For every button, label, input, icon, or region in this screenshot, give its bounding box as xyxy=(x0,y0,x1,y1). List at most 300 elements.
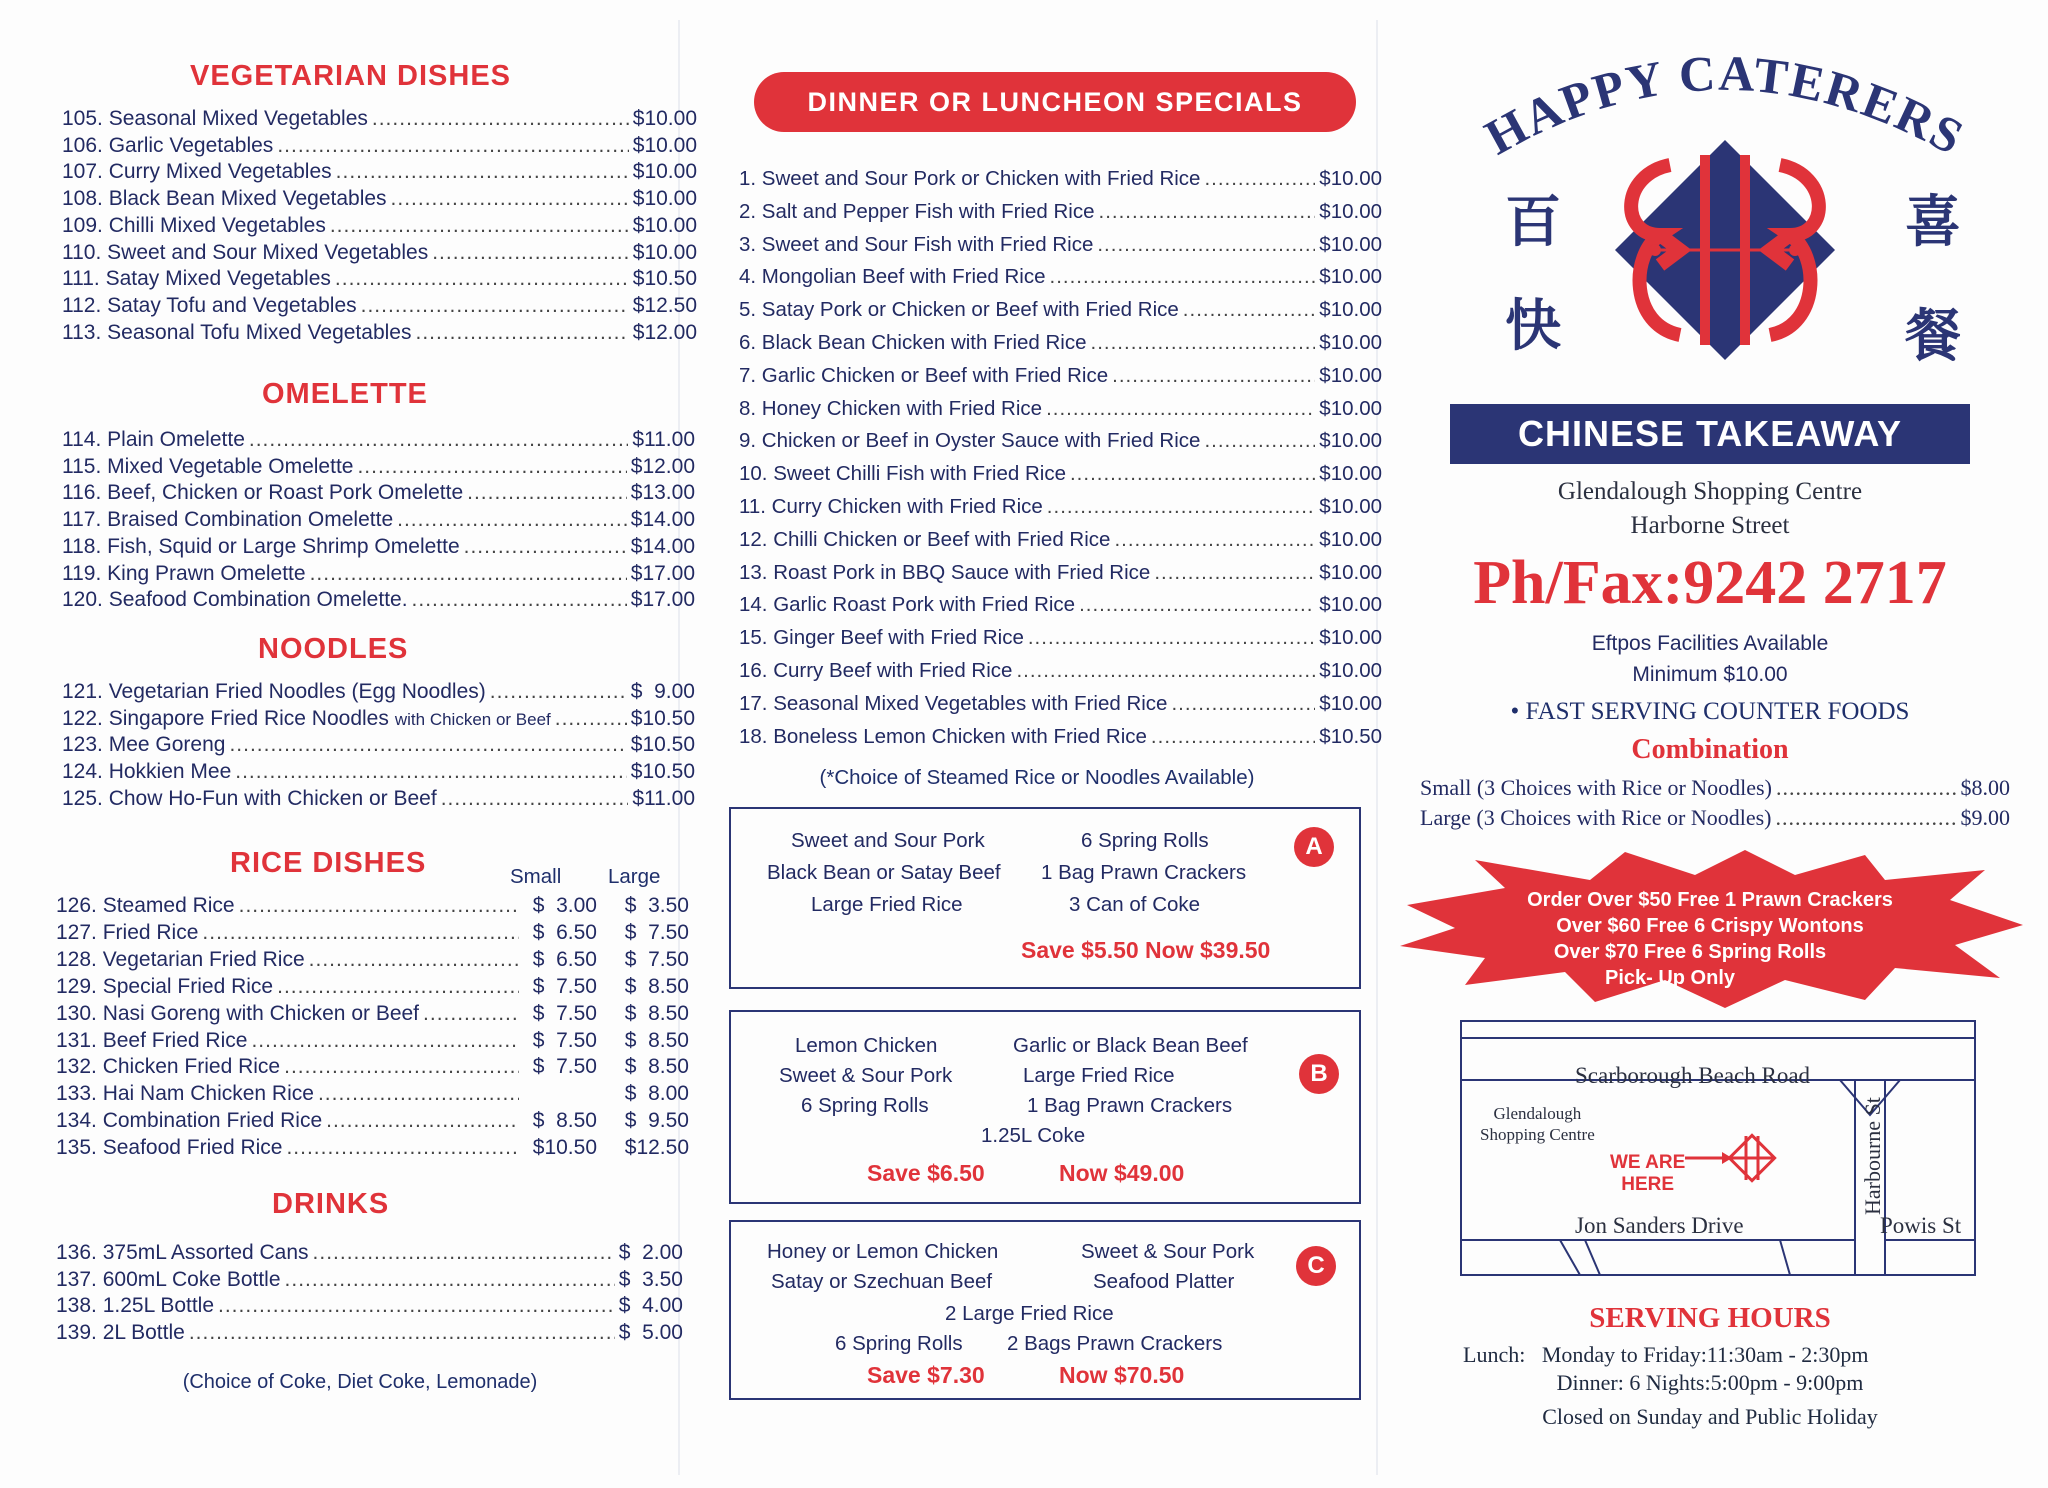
offer-line: Over $60 Free 6 Crispy Wontons xyxy=(1556,915,1864,937)
menu-item xyxy=(56,1055,689,1079)
dot-leader xyxy=(239,894,519,918)
cn-char: 快 xyxy=(1505,296,1561,358)
dot-leader xyxy=(1171,692,1315,716)
item-label: Small (3 Choices with Rice or Noodles) xyxy=(1420,775,1772,800)
minimum-text: Minimum $10.00 xyxy=(1632,663,1788,686)
item-label: 4. Mongolian Beef with Fried Rice xyxy=(739,265,1046,289)
large-price: $ 8.50 xyxy=(624,1055,689,1079)
eftpos-text: Eftpos Facilities Available xyxy=(1591,632,1829,655)
item-label: 111. Satay Mixed Vegetables xyxy=(62,267,331,291)
large-header: Large xyxy=(608,865,661,888)
small-header: Small xyxy=(510,865,562,888)
menu-item xyxy=(739,626,1382,650)
menu-item xyxy=(62,588,695,612)
item-label: 17. Seasonal Mixed Vegetables with Fried Rice xyxy=(739,691,1168,715)
menu-item xyxy=(56,1082,689,1106)
large-price: $ 8.50 xyxy=(624,974,689,998)
item-price: $11.00 xyxy=(632,786,695,810)
menu-item xyxy=(62,562,695,586)
dot-leader xyxy=(1091,331,1316,355)
dot-leader xyxy=(235,760,627,784)
item-price: $10.00 xyxy=(1319,691,1382,715)
map-centre-label: Glendalough Shopping Centre xyxy=(1480,1104,1595,1144)
item-label: 134. Combination Fried Rice xyxy=(56,1109,323,1133)
combo-c-item: Seafood Platter xyxy=(1093,1270,1235,1293)
item-label: 136. 375mL Assorted Cans xyxy=(56,1241,309,1264)
item-price: $14.00 xyxy=(630,534,695,558)
item-price: $10.00 xyxy=(1319,331,1382,354)
item-price: $10.00 xyxy=(1319,232,1382,256)
menu-item xyxy=(62,733,695,757)
menu-item xyxy=(739,298,1382,322)
item-price: $ 2.00 xyxy=(618,1241,683,1264)
dot-leader xyxy=(412,588,627,612)
combo-b-item: Sweet & Sour Pork xyxy=(779,1064,953,1087)
menu-item xyxy=(62,294,697,318)
dot-leader xyxy=(1097,233,1315,257)
map-road-label: Powis St xyxy=(1880,1213,1962,1238)
small-price: $ 7.50 xyxy=(532,974,597,998)
combo-a-item: Large Fried Rice xyxy=(811,893,963,916)
dot-leader xyxy=(1183,298,1316,322)
menu-item xyxy=(739,692,1382,716)
dot-leader xyxy=(330,214,629,238)
combo-a-item: Sweet and Sour Pork xyxy=(791,829,985,852)
menu-item xyxy=(739,725,1382,749)
offer-line: Order Over $50 Free 1 Prawn Crackers xyxy=(1527,889,1893,911)
item-label: 11. Curry Chicken with Fried Rice xyxy=(739,495,1043,518)
menu-item xyxy=(739,462,1382,486)
menu-item xyxy=(739,397,1382,421)
item-label: 121. Vegetarian Fried Noodles (Egg Noodles) xyxy=(62,680,486,703)
menu-item xyxy=(62,241,697,265)
menu-item xyxy=(56,1136,689,1160)
item-price: $10.00 xyxy=(1319,560,1382,584)
item-label: 139. 2L Bottle xyxy=(56,1321,185,1345)
item-label: 118. Fish, Squid or Large Shrimp Omelette xyxy=(62,534,460,558)
rice-title: RICE DISHES xyxy=(230,847,427,879)
small-price: $ 6.50 xyxy=(532,947,597,971)
dot-leader xyxy=(415,321,628,345)
dot-leader xyxy=(1151,725,1315,749)
combo-a-item: Black Bean or Satay Beef xyxy=(767,861,1001,884)
item-price: $10.00 xyxy=(1319,429,1382,453)
item-price: $17.00 xyxy=(630,588,695,612)
item-price: $8.00 xyxy=(1960,775,2010,800)
menu-item xyxy=(62,455,695,479)
takeaway-banner: CHINESE TAKEAWAY xyxy=(1450,404,1970,464)
dot-leader xyxy=(189,1321,615,1345)
item-price: $ 3.50 xyxy=(618,1267,683,1291)
hours-dinner: Dinner: 6 Nights:5:00pm - 9:00pm xyxy=(1556,1370,1864,1395)
item-price: $10.00 xyxy=(1319,593,1382,617)
cn-char: 喜 xyxy=(1905,192,1961,254)
item-label: 5. Satay Pork or Chicken or Beef with Fried Rice xyxy=(739,298,1179,322)
item-price: $14.00 xyxy=(630,508,695,532)
item-price: $10.50 xyxy=(1319,724,1382,748)
combo-b-item: Lemon Chicken xyxy=(795,1034,938,1057)
item-label: 132. Chicken Fried Rice xyxy=(56,1055,281,1079)
small-price: $ 6.50 xyxy=(532,920,597,944)
menu-item xyxy=(56,1002,689,1026)
item-label: 108. Black Bean Mixed Vegetables xyxy=(62,187,387,211)
item-label: 123. Mee Goreng xyxy=(62,733,226,757)
dot-leader xyxy=(467,481,627,505)
combo-a-item: 1 Bag Prawn Crackers xyxy=(1041,861,1247,884)
dot-leader xyxy=(441,787,629,811)
large-price: $ 9.50 xyxy=(624,1109,689,1133)
menu-item xyxy=(62,787,695,811)
menu-item xyxy=(62,107,697,131)
item-price: $ 5.00 xyxy=(618,1321,683,1345)
item-label: 124. Hokkien Mee xyxy=(62,760,232,784)
item-label: 130. Nasi Goreng with Chicken or Beef xyxy=(56,1001,420,1025)
item-label: 117. Braised Combination Omelette xyxy=(62,508,394,532)
cn-char: 餐 xyxy=(1905,306,1961,368)
address-line-1: Glendalough Shopping Centre xyxy=(1557,478,1863,505)
menu-item xyxy=(62,160,697,184)
combo-c-save: Save $7.30 xyxy=(867,1362,985,1388)
small-price: $ 8.50 xyxy=(532,1109,597,1133)
menu-item xyxy=(1420,775,2010,801)
noodles-title: NOODLES xyxy=(258,633,409,665)
item-price: $10.00 xyxy=(1319,659,1382,682)
menu-item xyxy=(1420,805,2010,831)
map-road-label: Jon Sanders Drive xyxy=(1575,1213,1744,1238)
dot-leader xyxy=(555,707,627,731)
item-price: $10.00 xyxy=(1319,298,1382,322)
large-price: $ 7.50 xyxy=(624,920,689,944)
menu-item xyxy=(62,680,695,704)
small-price: $ 7.50 xyxy=(532,1028,597,1052)
item-label: 113. Seasonal Tofu Mixed Vegetables xyxy=(62,320,412,344)
combo-c-badge: C xyxy=(1296,1246,1336,1286)
combo-b-item: Large Fried Rice xyxy=(1023,1064,1175,1087)
phone-number: Ph/Fax:9242 2717 xyxy=(1473,549,1947,617)
combo-b-item: 1 Bag Prawn Crackers xyxy=(1027,1094,1233,1117)
item-label: 126. Steamed Rice xyxy=(56,894,235,917)
menu-item xyxy=(739,429,1382,453)
item-label: 119. King Prawn Omelette xyxy=(62,561,306,585)
dot-leader xyxy=(326,1109,519,1133)
large-price: $ 7.50 xyxy=(624,947,689,971)
dot-leader xyxy=(1776,805,1957,831)
combo-a-box xyxy=(729,807,1361,989)
menu-item xyxy=(739,167,1382,191)
item-label: 137. 600mL Coke Bottle xyxy=(56,1267,281,1291)
menu-item xyxy=(56,894,689,918)
item-price: $10.00 xyxy=(1319,527,1382,551)
dot-leader xyxy=(285,1268,615,1292)
item-label: 116. Beef, Chicken or Roast Pork Omelette xyxy=(62,481,464,505)
dot-leader xyxy=(251,1029,519,1053)
specials-note: (*Choice of Steamed Rice or Noodles Available) xyxy=(819,766,1255,789)
dot-leader xyxy=(1079,593,1315,617)
menu-item xyxy=(739,200,1382,224)
menu-item xyxy=(62,481,695,505)
combination-title: Combination xyxy=(1631,734,1789,765)
item-label: 10. Sweet Chilli Fish with Fried Rice xyxy=(739,462,1066,486)
combo-a-badge: A xyxy=(1294,827,1334,867)
item-price: $10.50 xyxy=(632,267,697,291)
item-price: $10.00 xyxy=(632,240,697,264)
menu-item xyxy=(62,707,695,731)
small-price: $ 7.50 xyxy=(532,1001,597,1025)
dot-leader xyxy=(464,535,627,559)
item-note: with Chicken or Beef xyxy=(394,709,551,729)
dot-leader xyxy=(335,267,629,291)
combo-b-now: Now $49.00 xyxy=(1059,1160,1185,1186)
dot-leader xyxy=(1099,200,1316,224)
hours-lunch: Lunch: Monday to Friday:11:30am - 2:30pm xyxy=(1463,1342,1869,1367)
hours-closed: Closed on Sunday and Public Holiday xyxy=(1542,1404,1878,1429)
menu-item xyxy=(739,331,1382,355)
menu-item xyxy=(56,1294,683,1318)
item-price: $10.00 xyxy=(1319,167,1382,190)
item-label: 133. Hai Nam Chicken Rice xyxy=(56,1082,314,1106)
item-price: $10.00 xyxy=(1319,626,1382,650)
item-price: $ 4.00 xyxy=(618,1294,683,1318)
large-price: $12.50 xyxy=(624,1136,689,1160)
item-price: $10.00 xyxy=(1319,495,1382,518)
item-label: 13. Roast Pork in BBQ Sauce with Fried Rice xyxy=(739,560,1151,584)
menu-item xyxy=(739,495,1382,519)
dot-leader xyxy=(1050,265,1316,289)
large-price: $ 8.50 xyxy=(624,1028,689,1052)
double-happiness-logo-icon xyxy=(1610,135,1840,365)
menu-item xyxy=(56,948,689,972)
combo-b-item: 6 Spring Rolls xyxy=(801,1094,929,1117)
item-price: $12.00 xyxy=(632,320,697,344)
dot-leader xyxy=(318,1082,519,1106)
menu-item xyxy=(62,214,697,238)
dot-leader xyxy=(372,107,629,131)
item-label: 125. Chow Ho-Fun with Chicken or Beef xyxy=(62,786,437,810)
offer-line: Pick- Up Only xyxy=(1604,967,1736,989)
menu-item xyxy=(739,265,1382,289)
dot-leader xyxy=(1046,397,1315,421)
item-price: $ 9.00 xyxy=(630,680,695,703)
dot-leader xyxy=(310,562,627,586)
dot-leader xyxy=(249,428,628,452)
menu-item xyxy=(739,528,1382,552)
menu-item xyxy=(62,428,695,452)
address-line-2: Harborne Street xyxy=(1630,512,1790,539)
item-label: 122. Singapore Fried Rice Noodles xyxy=(62,706,389,730)
menu-item xyxy=(62,760,695,784)
combo-b-save: Save $6.50 xyxy=(867,1160,985,1186)
item-price: $13.00 xyxy=(630,481,695,505)
item-label: 15. Ginger Beef with Fried Rice xyxy=(739,626,1024,650)
menu-item xyxy=(56,1241,683,1265)
item-price: $12.50 xyxy=(632,293,697,317)
item-label: 14. Garlic Roast Pork with Fried Rice xyxy=(739,593,1076,617)
dot-leader xyxy=(391,187,629,211)
combo-c-item: 2 Large Fried Rice xyxy=(945,1302,1114,1325)
specials-banner: DINNER OR LUNCHEON SPECIALS xyxy=(754,72,1356,132)
item-label: 8. Honey Chicken with Fried Rice xyxy=(739,396,1043,420)
large-price: $ 8.00 xyxy=(624,1082,689,1106)
combo-c-item: 2 Bags Prawn Crackers xyxy=(1007,1332,1223,1355)
menu-item xyxy=(62,187,697,211)
item-label: Large (3 Choices with Rice or Noodles) xyxy=(1420,805,1772,830)
item-label: 131. Beef Fried Rice xyxy=(56,1028,248,1052)
menu-item xyxy=(739,593,1382,617)
info-panel xyxy=(1395,20,2025,1475)
map-road-label: Harbourne St xyxy=(1860,1097,1885,1215)
item-price: $10.50 xyxy=(630,760,695,784)
dot-leader xyxy=(1112,364,1315,388)
hours-title: SERVING HOURS xyxy=(1589,1302,1831,1334)
dot-leader xyxy=(1204,167,1315,191)
item-price: $10.00 xyxy=(632,187,697,211)
menu-item xyxy=(56,921,689,945)
dot-leader xyxy=(1204,429,1315,453)
small-price: $10.50 xyxy=(532,1136,597,1160)
combo-c-item: 6 Spring Rolls xyxy=(835,1332,963,1355)
item-price: $10.00 xyxy=(632,133,697,157)
combo-a-item: 6 Spring Rolls xyxy=(1081,829,1209,852)
item-label: 120. Seafood Combination Omelette. xyxy=(62,588,408,612)
item-price: $10.00 xyxy=(1319,363,1382,387)
small-price: $ 3.00 xyxy=(532,894,597,917)
item-label: 109. Chilli Mixed Vegetables xyxy=(62,213,326,237)
menu-item xyxy=(62,267,697,291)
large-price: $ 8.50 xyxy=(624,1001,689,1025)
menu-item xyxy=(56,975,689,999)
menu-item xyxy=(56,1029,689,1053)
dot-leader xyxy=(1776,775,1957,801)
combo-a-item: 3 Can of Coke xyxy=(1069,893,1201,916)
dot-leader xyxy=(432,241,629,265)
menu-item xyxy=(739,659,1382,683)
item-label: 7. Garlic Chicken or Beef with Fried Rice xyxy=(739,363,1109,387)
item-label: 127. Fried Rice xyxy=(56,920,199,944)
dot-leader xyxy=(1114,528,1315,552)
item-label: 18. Boneless Lemon Chicken with Fried Rice xyxy=(739,724,1147,748)
item-price: $10.00 xyxy=(1319,396,1382,420)
item-label: 114. Plain Omelette xyxy=(62,428,245,451)
item-label: 135. Seafood Fried Rice xyxy=(56,1136,283,1160)
item-label: 2. Salt and Pepper Fish with Fried Rice xyxy=(739,199,1095,223)
menu-item xyxy=(62,535,695,559)
item-price: $11.00 xyxy=(632,428,695,451)
combo-c-now: Now $70.50 xyxy=(1059,1362,1185,1388)
vegetarian-title: VEGETARIAN DISHES xyxy=(190,60,512,92)
item-price: $10.50 xyxy=(630,733,695,757)
item-label: 16. Curry Beef with Fried Rice xyxy=(739,659,1013,682)
menu-item xyxy=(56,1109,689,1133)
dot-leader xyxy=(1028,626,1315,650)
combo-c-item: Satay or Szechuan Beef xyxy=(771,1270,993,1293)
item-price: $10.00 xyxy=(1319,199,1382,223)
item-price: $10.00 xyxy=(632,213,697,237)
combo-b-badge: B xyxy=(1299,1054,1339,1094)
item-label: 9. Chicken or Beef in Oyster Sauce with Fried Rice xyxy=(739,429,1201,453)
combo-b-item: Garlic or Black Bean Beef xyxy=(1013,1034,1248,1057)
dot-leader xyxy=(336,160,629,184)
item-price: $10.00 xyxy=(1319,462,1382,486)
item-label: 128. Vegetarian Fried Rice xyxy=(56,947,305,971)
large-price: $ 3.50 xyxy=(624,894,689,917)
map-road-label: Scarborough Beach Road xyxy=(1575,1063,1811,1088)
menu-item xyxy=(62,508,695,532)
cn-char: 百 xyxy=(1505,192,1561,254)
brand-name: HAPPY CATERERS xyxy=(1475,50,1974,166)
item-label: 12. Chilli Chicken or Beef with Fried Rice xyxy=(739,527,1111,551)
drinks-title: DRINKS xyxy=(272,1188,390,1220)
dot-leader xyxy=(490,680,627,704)
menu-item xyxy=(56,1321,683,1345)
dot-leader xyxy=(229,733,626,757)
item-price: $17.00 xyxy=(630,561,695,585)
item-price: $10.00 xyxy=(632,107,697,130)
dot-leader xyxy=(1047,495,1316,519)
omelette-title: OMELETTE xyxy=(262,378,428,410)
menu-item xyxy=(62,134,697,158)
item-label: 110. Sweet and Sour Mixed Vegetables xyxy=(62,240,429,264)
item-price: $10.00 xyxy=(1319,265,1382,289)
offer-line: Over $70 Free 6 Spring Rolls xyxy=(1553,941,1827,963)
item-label: 1. Sweet and Sour Pork or Chicken with Fried Rice xyxy=(739,167,1201,190)
dot-leader xyxy=(277,134,628,158)
dot-leader xyxy=(218,1294,615,1318)
menu-item xyxy=(739,561,1382,585)
fast-serving-text: • FAST SERVING COUNTER FOODS xyxy=(1510,698,1910,725)
dot-leader xyxy=(357,455,626,479)
item-label: 105. Seasonal Mixed Vegetables xyxy=(62,107,368,130)
item-label: 107. Curry Mixed Vegetables xyxy=(62,160,332,184)
combo-c-box xyxy=(729,1220,1361,1400)
dot-leader xyxy=(284,1055,519,1079)
combo-b-box xyxy=(729,1010,1361,1204)
left-menu-panel xyxy=(40,20,697,1475)
item-label: 106. Garlic Vegetables xyxy=(62,133,274,157)
dot-leader xyxy=(286,1136,519,1160)
item-label: 6. Black Bean Chicken with Fried Rice xyxy=(739,331,1087,354)
dot-leader xyxy=(1070,462,1315,486)
dot-leader xyxy=(423,1002,519,1026)
item-label: 112. Satay Tofu and Vegetables xyxy=(62,293,357,317)
combo-c-item: Sweet & Sour Pork xyxy=(1081,1240,1255,1263)
combo-c-item: Honey or Lemon Chicken xyxy=(767,1240,999,1263)
dot-leader xyxy=(397,508,627,532)
menu-item xyxy=(739,233,1382,257)
menu-item xyxy=(62,321,697,345)
dot-leader xyxy=(313,1241,615,1265)
menu-item xyxy=(739,364,1382,388)
menu-item xyxy=(56,1268,683,1292)
dot-leader xyxy=(277,975,519,999)
item-label: 129. Special Fried Rice xyxy=(56,974,274,998)
combo-b-item: 1.25L Coke xyxy=(981,1124,1086,1147)
item-price: $12.00 xyxy=(630,454,695,478)
dot-leader xyxy=(202,921,519,945)
dot-leader xyxy=(309,948,519,972)
dot-leader xyxy=(361,294,629,318)
item-price: $10.50 xyxy=(630,706,695,730)
dot-leader xyxy=(1154,561,1315,585)
item-label: 115. Mixed Vegetable Omelette xyxy=(62,454,354,478)
item-price: $10.00 xyxy=(632,160,697,184)
item-label: 3. Sweet and Sour Fish with Fried Rice xyxy=(739,232,1094,256)
we-are-here-label: WE ARE HERE xyxy=(1610,1152,1686,1195)
drinks-note: (Choice of Coke, Diet Coke, Lemonade) xyxy=(182,1371,538,1393)
specials-panel xyxy=(712,20,1382,1475)
combo-a-price: Save $5.50 Now $39.50 xyxy=(1021,937,1271,963)
item-price: $9.00 xyxy=(1960,805,2010,830)
dot-leader xyxy=(1016,659,1315,683)
